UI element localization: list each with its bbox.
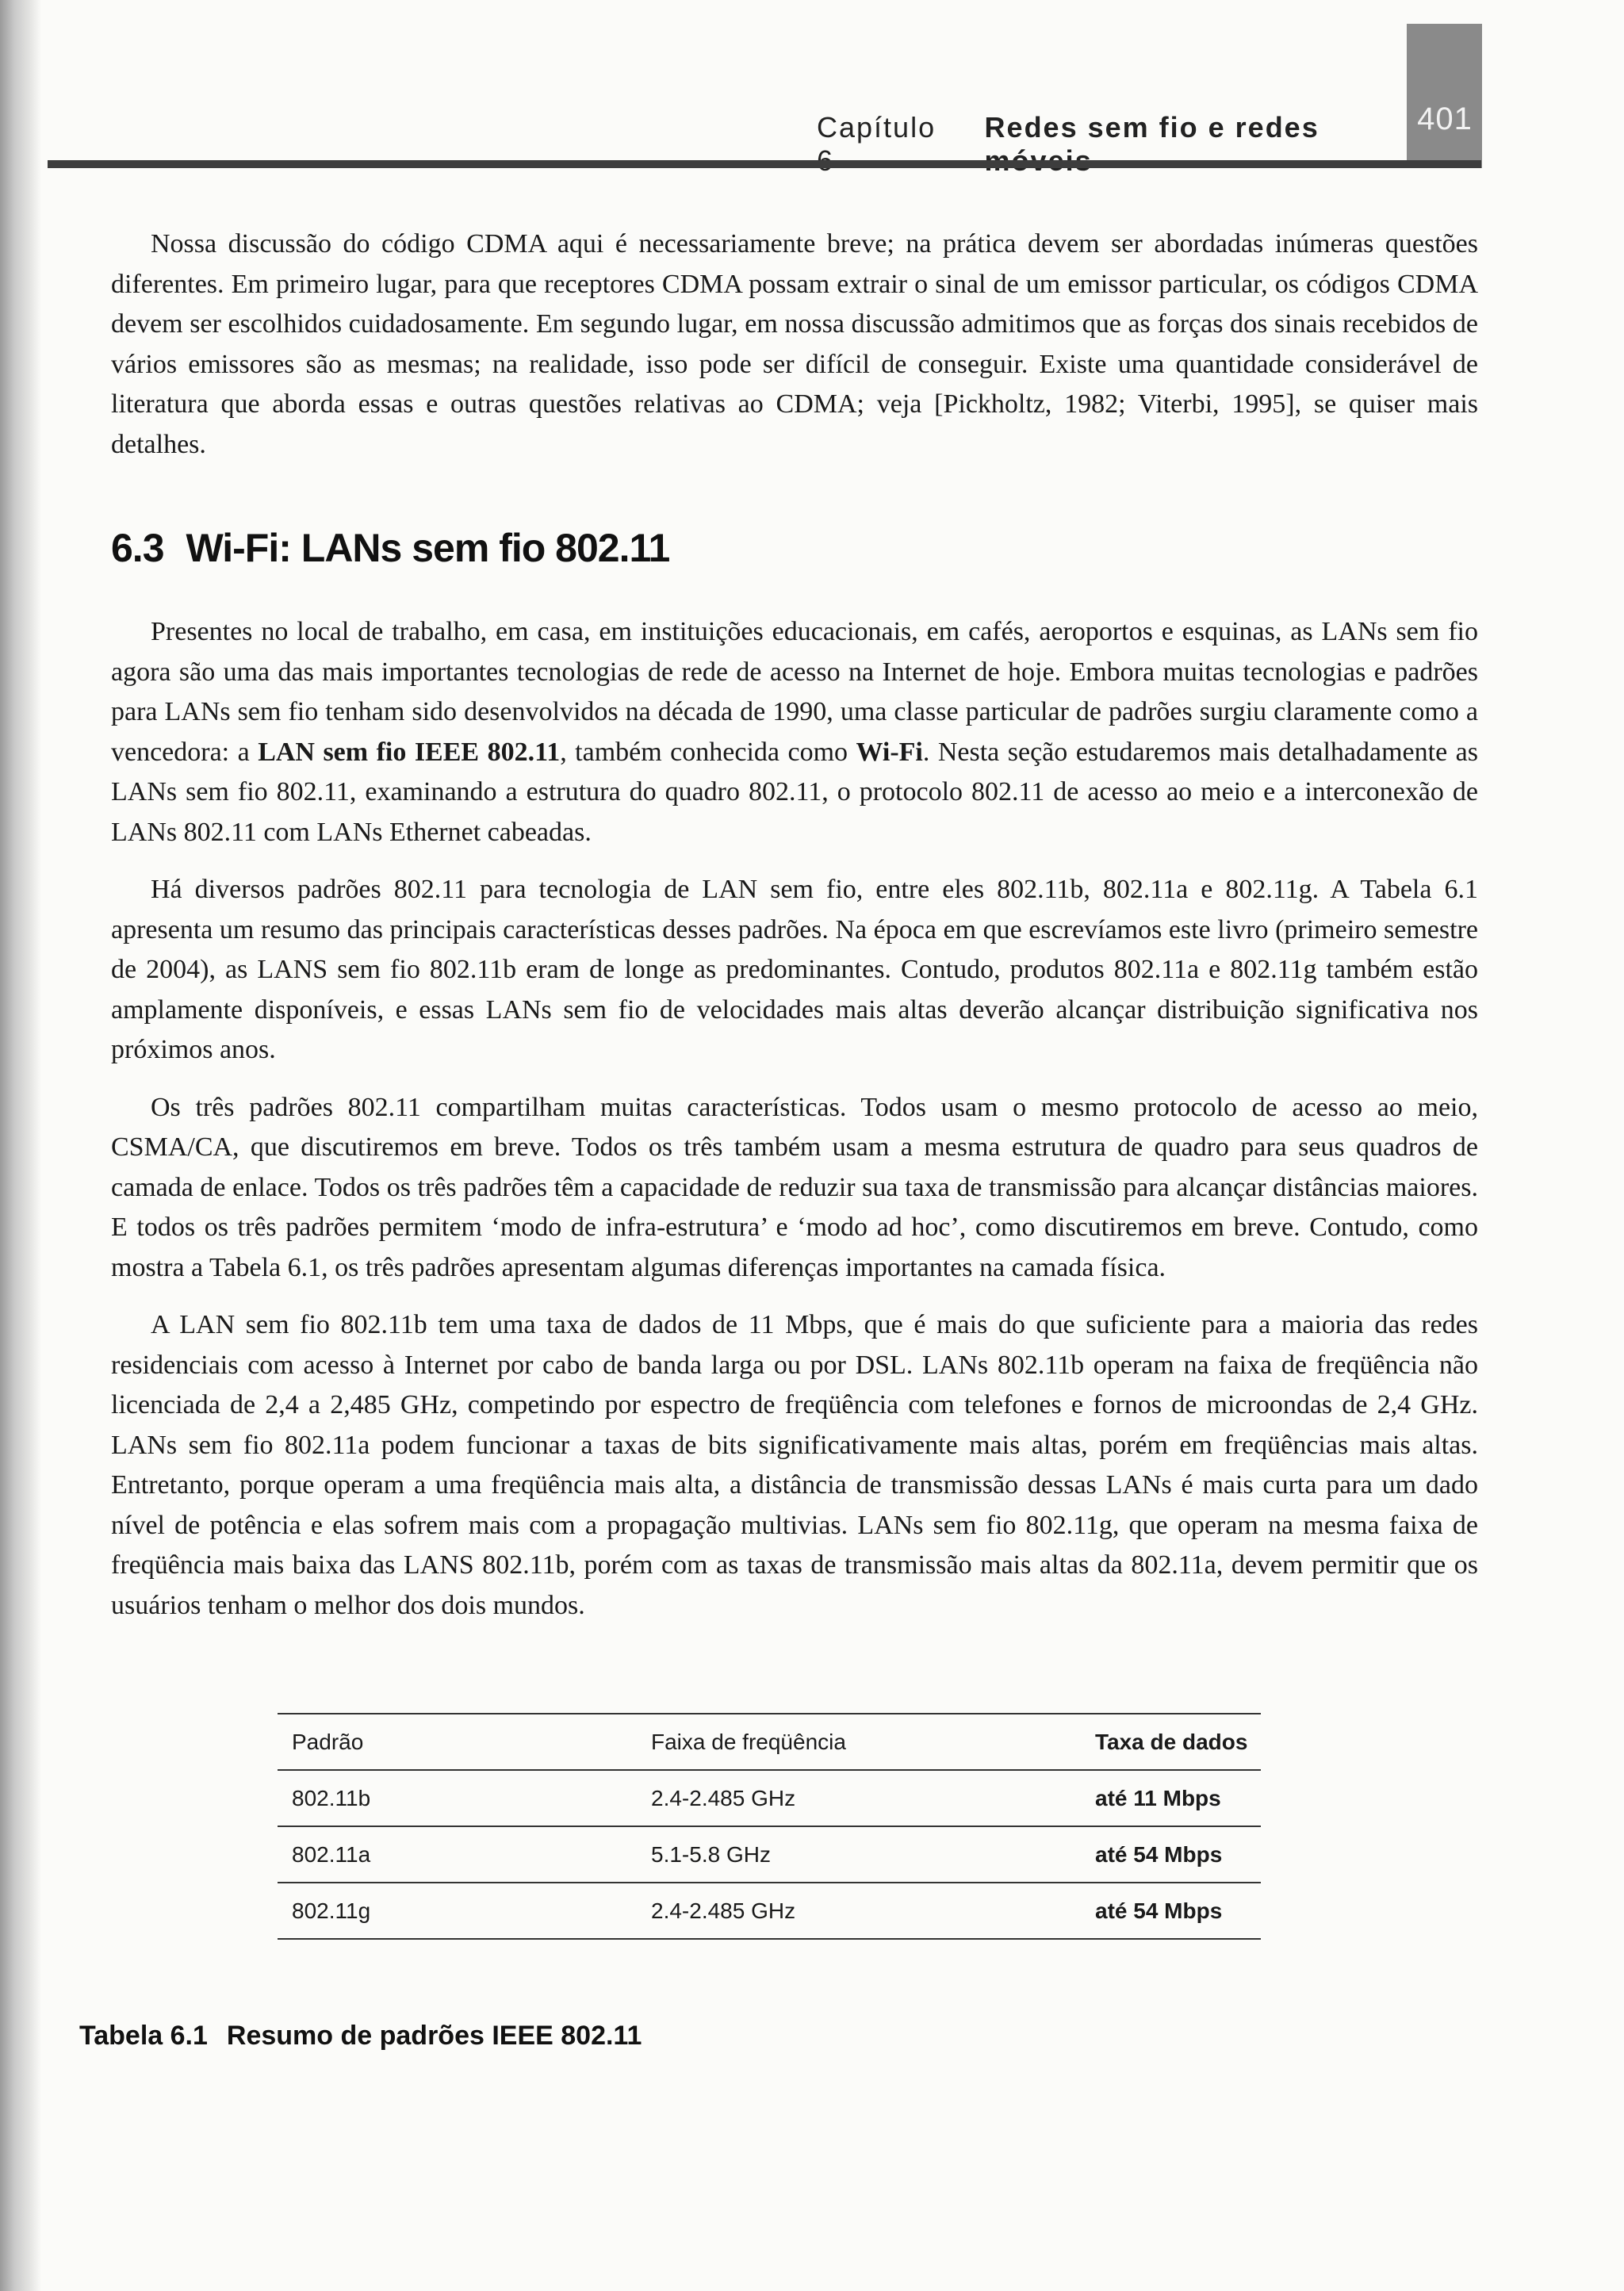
table-cell: até 11 Mbps <box>1048 1770 1261 1826</box>
table-cell: 802.11b <box>278 1770 637 1826</box>
standards-table <box>278 1713 1261 1940</box>
table-cell: 2.4-2.485 GHz <box>637 1770 1048 1826</box>
table-header-cell: Padrão <box>278 1714 637 1770</box>
paragraph-1: Presentes no local de trabalho, em casa, em instituições educacionais, em cafés, aeroportos e esquinas, as LANs sem fio agora são uma das mais importantes tecnologias de rede de acesso na Internet de hoje. Embora muitas tecnologias e padrões para LANs sem fio tenham sido desenvolvidos na década de 1990, uma classe particular de padrões surgiu claramente como a vencedora: a LAN sem fio IEEE 802.11, também conhecida como Wi-Fi. Nesta seção estudaremos mais detalhadamente as LANs sem fio 802.11, examinando a estrutura do quadro 802.11, o protocolo 802.11 de acesso ao meio e a interconexão de LANs 802.11 com LANs Ethernet cabeadas. <box>111 617 1478 847</box>
table-cell: 2.4-2.485 GHz <box>637 1883 1048 1939</box>
term-ieee-80211: LAN sem fio IEEE 802.11 <box>258 737 561 767</box>
header-chapter: Capítulo <box>817 111 936 144</box>
table-header-cell: Faixa de freqüência <box>637 1714 1048 1770</box>
section-heading <box>111 525 669 571</box>
header-rule <box>48 160 1481 168</box>
section-number: 6.3 <box>111 526 164 570</box>
table-row <box>278 1883 1261 1939</box>
table-header-cell: Taxa de dados <box>1048 1714 1261 1770</box>
paragraph-2: Há diversos padrões 802.11 para tecnologia de LAN sem fio, entre eles 802.11b, 802.11a e 802.11g. A Tabela 6.1 apresenta um resumo das principais características desses padrões. Na época em que escrevíamos este livro (primeiro semestre de 2004), as LANS sem fio 802.11b eram de longe as predominantes. Contudo, produtos 802.11a e 802.11g também estão amplamente disponíveis, e essas LANs sem fio de velocidades mais altas deverão alcançar distribuição significativa nos próximos anos. <box>111 875 1478 1064</box>
table-caption <box>79 2021 642 2052</box>
table-row <box>278 1770 1261 1826</box>
page-number: 401 <box>1417 102 1473 136</box>
page-number-tab <box>1407 24 1482 168</box>
header-title: Redes sem fio e redes <box>984 111 1320 144</box>
section-title: Wi-Fi: LANs sem fio 802.11 <box>186 526 670 570</box>
table-row <box>278 1826 1261 1883</box>
intro-block <box>111 224 1478 465</box>
intro-paragraph: Nossa discussão do código CDMA aqui é necessariamente breve; na prática devem ser abordadas inúmeras questões diferentes. Em primeiro lugar, para que receptores CDMA possam extrair o sinal de um emissor particular, os códigos CDMA devem ser escolhidos cuidadosamente. Em segundo lugar, em nossa discussão admitimos que as forças dos sinais recebidos de vários emissores são as mesmas; na realidade, isso pode ser difícil de conseguir. Existe uma quantidade considerável de literatura que aborda essas e outras questões relativas ao CDMA; veja [Pickholtz, 1982; Viterbi, 1995], se quiser mais detalhes. <box>111 229 1478 459</box>
term-wifi: Wi-Fi <box>856 737 923 767</box>
table-cell: até 54 Mbps <box>1048 1883 1261 1939</box>
table-cell: 5.1-5.8 GHz <box>637 1826 1048 1883</box>
caption-text: Resumo de padrões IEEE 802.11 <box>226 2021 642 2051</box>
caption-label: Tabela 6.1 <box>79 2021 208 2051</box>
paragraph-4: A LAN sem fio 802.11b tem uma taxa de dados de 11 Mbps, que é mais do que suficiente para a maioria das redes residenciais com acesso à Internet por cabo de banda larga ou por DSL. LANs 802.11b operam na faixa de freqüência não licenciada de 2,4 a 2,485 GHz, competindo por espectro de freqüência com telefones e fornos de microondas de 2,4 GHz. LANs sem fio 802.11a podem funcionar a taxas de bits significativamente mais altas, porém em freqüências mais altas. Entretanto, porque operam a uma freqüência mais alta, a distância de transmissão dessas LANs é mais curta para um dado nível de potência e elas sofrem mais com a propagação multivias. LANs sem fio 802.11g, que operam na mesma faixa de freqüência mais baixa das LANS 802.11b, porém com as taxas de transmissão mais altas da 802.11a, devem permitir que os usuários tenham o melhor dos dois mundos. <box>111 1310 1478 1620</box>
scan-edge-shadow <box>0 0 41 2291</box>
body-text <box>111 612 1478 1626</box>
table-cell: 802.11a <box>278 1826 637 1883</box>
paragraph-3: Os três padrões 802.11 compartilham muitas características. Todos usam o mesmo protocolo de acesso ao meio, CSMA/CA, que discutiremos em breve. Todos os três também usam a mesma estrutura de quadro para seus quadros de camada de enlace. Todos os três padrões têm a capacidade de reduzir sua taxa de transmissão para alcançar distâncias maiores. E todos os três padrões permitem ‘modo de infra-estrutura’ e ‘modo ad hoc’, como discutiremos em breve. Contudo, como mostra a Tabela 6.1, os três padrões apresentam algumas diferenças importantes na camada física. <box>111 1092 1478 1282</box>
table-header-row <box>278 1714 1261 1770</box>
table-cell: 802.11g <box>278 1883 637 1939</box>
table-cell: até 54 Mbps <box>1048 1826 1261 1883</box>
